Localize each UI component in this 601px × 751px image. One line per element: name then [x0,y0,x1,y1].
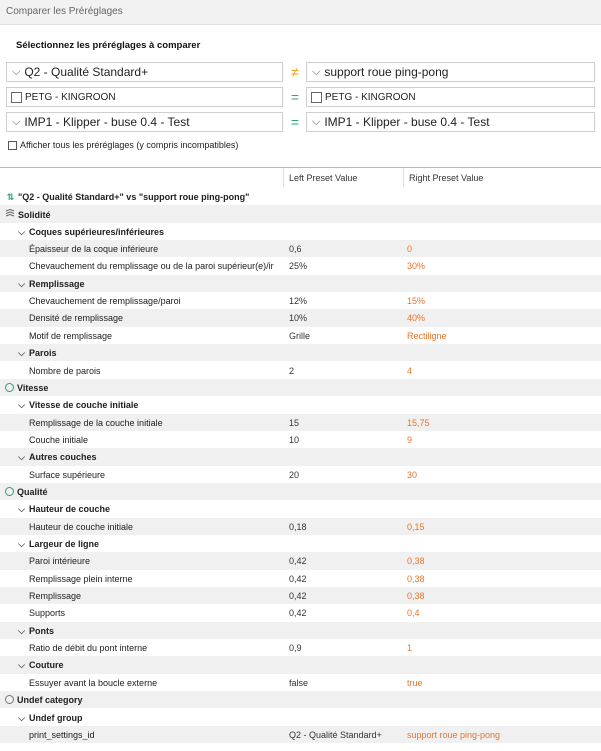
chevron-down-icon[interactable]: ⌵ [18,504,25,515]
row-label: Couche initiale [29,434,89,445]
left-value: 0,6 [289,244,302,255]
right-value: 4 [407,365,413,376]
right-value: 0,4 [407,608,420,619]
chevron-down-icon[interactable]: ⌵ [18,226,25,237]
row-name [29,678,281,688]
row-label: Paroi intérieure [29,556,91,567]
row-name [5,192,281,203]
chevron-down-icon[interactable]: ⌵ [312,115,321,128]
comparison-root-row[interactable] [0,188,601,205]
checkbox-box[interactable] [11,92,22,103]
left-preset-3-label: IMP1 - Klipper - buse 0.4 - Test [24,115,190,129]
right-preset-2-label: PETG - KINGROON [325,91,416,103]
setting-row[interactable] [0,257,601,274]
row-label: Largeur de ligne [29,539,100,549]
group-row[interactable] [0,275,601,292]
left-value: 10 [289,434,300,445]
left-preset-1[interactable] [6,62,283,82]
row-name [29,470,281,480]
setting-row[interactable] [0,552,601,569]
row-name [16,504,281,515]
right-value: 40% [407,313,426,324]
left-preset-3[interactable] [6,112,283,132]
speed-icon [5,383,14,392]
row-label: Hauteur de couche [29,504,111,515]
row-name [29,435,281,445]
category-row[interactable] [0,205,601,222]
chevron-down-icon[interactable]: ⌵ [18,400,25,411]
group-row[interactable] [0,656,601,673]
group-row[interactable] [0,709,601,726]
row-label: Ratio de débit du pont interne [29,643,148,654]
left-value: 10% [289,313,308,324]
row-label: Hauteur de couche initiale [29,521,134,532]
section-title: Sélectionnez les préréglages à comparer [16,40,201,51]
row-name [5,209,281,220]
setting-row[interactable] [0,466,601,483]
right-value: Rectiligne [407,330,447,341]
chevron-down-icon[interactable]: ⌵ [18,452,25,463]
setting-row[interactable] [0,570,601,587]
row-label: Undef category [17,695,83,706]
row-label: Couture [29,660,64,671]
left-value: 20 [289,469,300,480]
chevron-down-icon[interactable]: ⌵ [312,65,321,78]
row-name [29,244,281,254]
right-value: 30% [407,261,426,272]
row-name [29,608,281,618]
left-value: 12% [289,296,308,307]
tree-header [0,168,601,187]
row-label: Densité de remplissage [29,313,124,324]
row-label: Chevauchement de remplissage/paroi [29,296,181,307]
left-value: 0,42 [289,573,307,584]
row-label: Ponts [29,625,55,636]
row-label: "Q2 - Qualité Standard+" vs "support roue ping-pong" [18,192,250,202]
setting-row[interactable] [0,604,601,621]
right-preset-3-label: IMP1 - Klipper - buse 0.4 - Test [324,115,490,129]
row-name [29,522,281,532]
right-value: 0,38 [407,556,425,567]
right-value: support roue ping-pong [407,729,501,740]
right-preset-3[interactable] [306,112,595,132]
row-label: Undef group [29,712,83,723]
chevron-down-icon[interactable]: ⌵ [18,278,25,289]
row-name [29,331,281,341]
setting-row[interactable] [0,292,601,309]
row-name [16,626,281,637]
chevron-down-icon[interactable]: ⌵ [18,625,25,636]
chevron-down-icon[interactable]: ⌵ [18,660,25,671]
left-value: Q2 - Qualité Standard+ [289,729,382,740]
group-row[interactable] [0,500,601,517]
row-name [29,574,281,584]
left-value: 0,42 [289,556,307,567]
row-name [5,487,281,497]
row-name [29,643,281,653]
left-value: Grille [289,330,311,341]
left-value: 15 [289,417,300,428]
group-row[interactable] [0,344,601,361]
right-value: 0,38 [407,591,425,602]
setting-row[interactable] [0,431,601,448]
right-preset-2[interactable] [306,87,595,107]
window-title: Comparer les Préréglages [6,6,123,17]
layers-icon [5,209,15,219]
row-label: Épaisseur de la coque inférieure [29,244,159,255]
row-name [16,660,281,671]
setting-row[interactable] [0,327,601,344]
row-label: Surface supérieure [29,469,106,480]
left-value: false [289,677,309,688]
right-value: 9 [407,434,413,445]
row-name [16,348,281,359]
row-label: print_settings_id [29,729,95,740]
left-value: 2 [289,365,295,376]
right-value: 15% [407,296,426,307]
row-name [29,366,281,376]
row-name [29,418,281,428]
left-value: 0,18 [289,521,307,532]
row-name [16,279,281,290]
row-label: Vitesse [17,382,49,393]
row-name [16,400,281,411]
right-value: true [407,677,423,688]
row-label: Essuyer avant la boucle externe [29,677,158,688]
row-name [29,730,281,740]
setting-row[interactable] [0,362,601,379]
right-value: 0,15 [407,521,425,532]
category-row[interactable] [0,379,601,396]
quality-icon [5,487,14,496]
setting-row[interactable] [0,240,601,257]
checkbox-box[interactable] [311,92,322,103]
row-name [29,296,281,306]
row-name [29,591,281,601]
row-name [16,539,281,550]
row-label: Coques supérieures/inférieures [29,226,165,237]
row-name [16,452,281,463]
left-value: 25% [289,261,308,272]
row-label: Parois [29,348,57,359]
right-value: 30 [407,469,418,480]
setting-row[interactable] [0,309,601,326]
not-equal-sign-icon: ≠ [291,64,299,80]
left-value: 0,42 [289,591,307,602]
row-label: Remplissage plein interne [29,573,133,584]
row-name [16,227,281,238]
chevron-down-icon[interactable]: ⌵ [12,65,21,78]
right-value: 1 [407,643,413,654]
row-name [5,695,281,705]
group-row[interactable] [0,448,601,465]
setting-row[interactable] [0,639,601,656]
category-row[interactable] [0,691,601,708]
right-value: 0,38 [407,573,425,584]
right-preset-1-label: support roue ping-pong [324,65,449,79]
help-icon [5,695,14,704]
row-label: Motif de remplissage [29,330,113,341]
row-name [29,313,281,323]
group-row[interactable] [0,396,601,413]
row-label: Solidité [18,210,51,221]
group-row[interactable] [0,223,601,240]
comparison-tree [0,167,601,751]
row-name [29,556,281,566]
chevron-down-icon[interactable]: ⌵ [18,712,25,723]
row-label: Chevauchement du remplissage ou de la paroi supérieur(e)/ir [29,261,274,272]
window-titlebar [0,0,601,25]
row-name [5,383,281,393]
setting-row[interactable] [0,674,601,691]
setting-row[interactable] [0,518,601,535]
right-value: 15,75 [407,417,430,428]
row-label: Vitesse de couche initiale [29,400,139,411]
show-all-checkbox[interactable] [8,140,238,150]
row-name [29,261,281,271]
row-label: Remplissage de la couche initiale [29,417,163,428]
column-header-left[interactable]: Left Preset Value [289,173,358,183]
left-preset-2-label: PETG - KINGROON [25,91,116,103]
compare-icon: ⇅ [6,192,15,202]
group-row[interactable] [0,535,601,552]
row-label: Nombre de parois [29,365,101,376]
row-label: Remplissage [29,591,82,602]
chevron-down-icon[interactable]: ⌵ [12,115,21,128]
right-value: 0 [407,244,413,255]
show-all-label: Afficher tous les préréglages (y compris incompatibles) [20,140,239,150]
row-label: Autres couches [29,452,97,463]
equal-sign-icon: = [290,114,300,130]
setting-row[interactable] [0,587,601,604]
row-label: Supports [29,608,66,619]
left-value: 0,42 [289,608,307,619]
row-name [16,713,281,724]
row-label: Remplissage [29,278,85,289]
row-label: Qualité [17,486,48,497]
setting-row[interactable] [0,726,601,743]
category-row[interactable] [0,483,601,500]
left-preset-1-label: Q2 - Qualité Standard+ [24,65,149,79]
left-preset-2[interactable] [6,87,283,107]
checkbox-box[interactable] [8,141,17,150]
chevron-down-icon[interactable]: ⌵ [18,348,25,359]
setting-row[interactable] [0,414,601,431]
chevron-down-icon[interactable]: ⌵ [18,539,25,549]
group-row[interactable] [0,622,601,639]
left-value: 0,9 [289,643,302,654]
equal-sign-icon: = [290,89,300,105]
column-header-right[interactable]: Right Preset Value [409,173,484,183]
right-preset-1[interactable] [306,62,595,82]
